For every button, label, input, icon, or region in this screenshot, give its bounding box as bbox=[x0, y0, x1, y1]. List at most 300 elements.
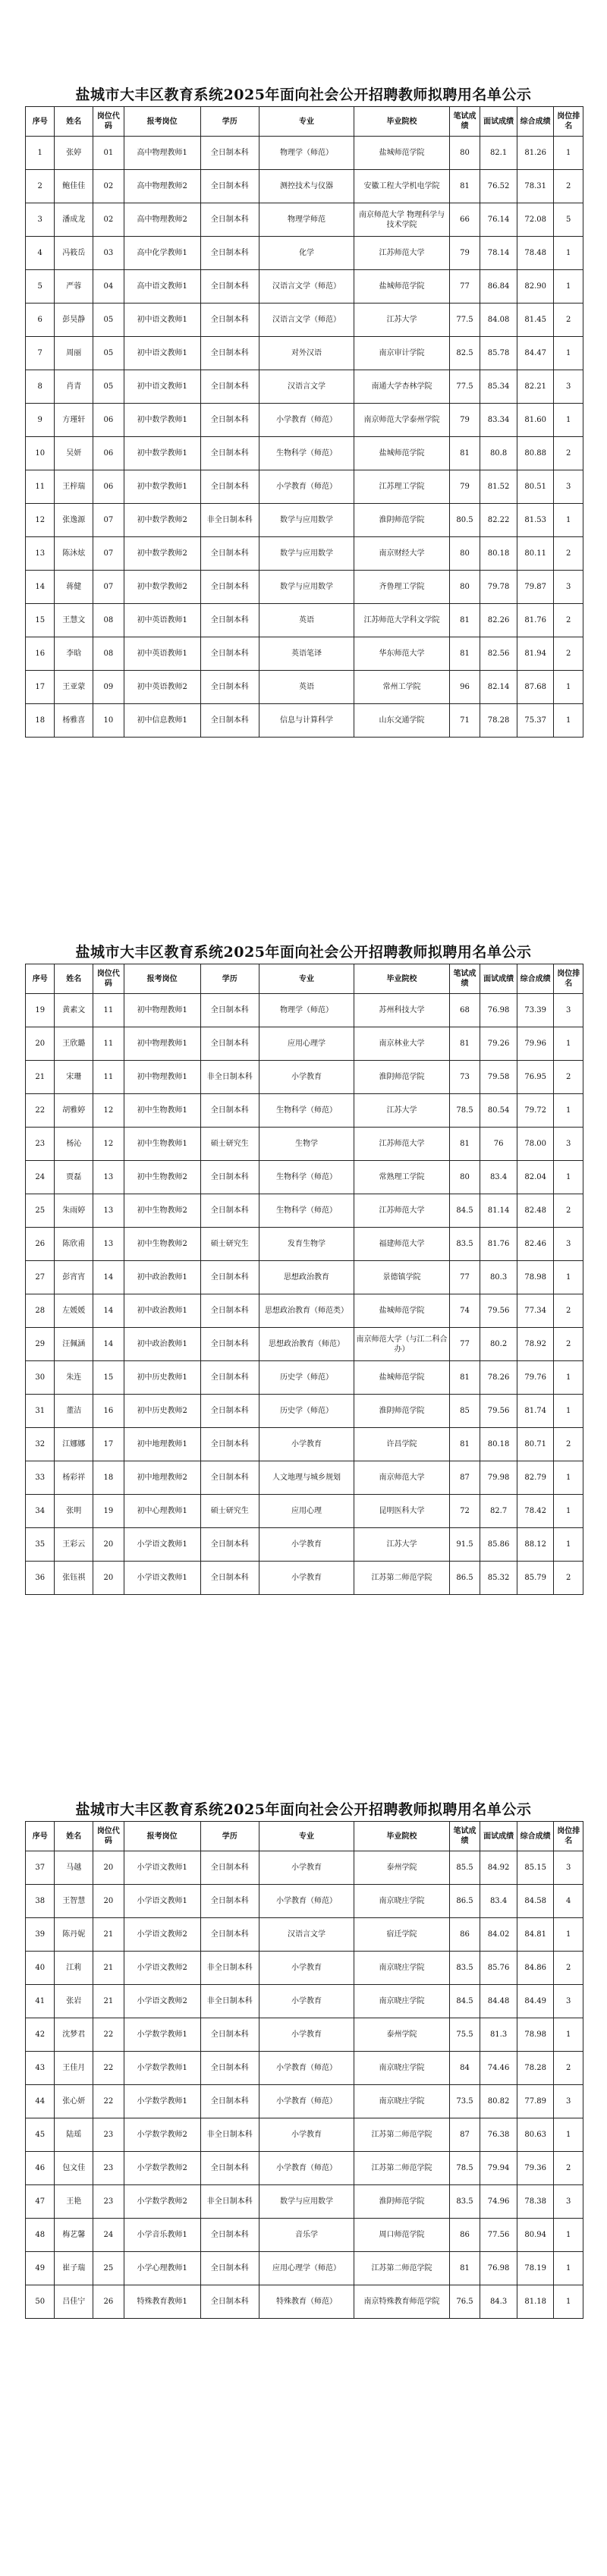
cell-written: 81 bbox=[449, 1027, 480, 1061]
cell-rank: 2 bbox=[554, 304, 583, 337]
cell-major: 发育生物学 bbox=[259, 1228, 354, 1261]
cell-major: 小学教育（师范） bbox=[259, 1885, 354, 1918]
cell-rank: 2 bbox=[554, 1061, 583, 1094]
cell-major: 测控技术与仪器 bbox=[259, 170, 354, 203]
cell-education: 全日制本科 bbox=[200, 2219, 259, 2252]
cell-school: 江苏大学 bbox=[354, 304, 450, 337]
cell-major: 人文地理与城乡规划 bbox=[259, 1461, 354, 1495]
cell-post: 初中生物教师2 bbox=[124, 1228, 200, 1261]
cell-seq: 20 bbox=[26, 1027, 55, 1061]
cell-seq: 13 bbox=[26, 537, 55, 571]
table-row bbox=[26, 1985, 583, 2018]
cell-post: 小学数学教师2 bbox=[124, 2185, 200, 2219]
cell-education: 全日制本科 bbox=[200, 2285, 259, 2319]
cell-education: 全日制本科 bbox=[200, 1562, 259, 1595]
cell-school: 盐城师范学院 bbox=[354, 270, 450, 304]
cell-interview: 78.28 bbox=[480, 704, 517, 738]
cell-rank: 5 bbox=[554, 203, 583, 237]
cell-education: 全日制本科 bbox=[200, 370, 259, 404]
cell-seq: 36 bbox=[26, 1562, 55, 1595]
cell-total: 80.11 bbox=[517, 537, 554, 571]
cell-major: 应用心理学 bbox=[259, 1027, 354, 1061]
table-row bbox=[26, 1161, 583, 1194]
header-total: 综合成绩 bbox=[517, 964, 554, 994]
cell-post-code: 14 bbox=[93, 1261, 124, 1294]
cell-rank: 3 bbox=[554, 470, 583, 504]
header-written: 笔试成绩 bbox=[449, 1822, 480, 1851]
cell-rank: 2 bbox=[554, 2152, 583, 2185]
table-row bbox=[26, 571, 583, 604]
cell-post: 小学数学教师1 bbox=[124, 2085, 200, 2118]
table-row bbox=[26, 2085, 583, 2118]
cell-post: 初中生物教师1 bbox=[124, 1094, 200, 1128]
cell-written: 73 bbox=[449, 1061, 480, 1094]
cell-post-code: 20 bbox=[93, 1851, 124, 1885]
cell-written: 79 bbox=[449, 470, 480, 504]
cell-rank: 2 bbox=[554, 437, 583, 470]
cell-interview: 84.92 bbox=[480, 1851, 517, 1885]
cell-seq: 38 bbox=[26, 1885, 55, 1918]
cell-interview: 82.1 bbox=[480, 137, 517, 170]
cell-rank: 3 bbox=[554, 1128, 583, 1161]
cell-seq: 3 bbox=[26, 203, 55, 237]
cell-interview: 81.3 bbox=[480, 2018, 517, 2052]
cell-post: 初中生物教师1 bbox=[124, 1128, 200, 1161]
table-row bbox=[26, 1261, 583, 1294]
cell-total: 80.94 bbox=[517, 2219, 554, 2252]
cell-written: 82.5 bbox=[449, 337, 480, 370]
cell-total: 79.87 bbox=[517, 571, 554, 604]
cell-written: 80.5 bbox=[449, 504, 480, 537]
cell-school: 江苏理工学院 bbox=[354, 470, 450, 504]
cell-post-code: 07 bbox=[93, 571, 124, 604]
cell-interview: 82.22 bbox=[480, 504, 517, 537]
cell-seq: 9 bbox=[26, 404, 55, 437]
cell-post: 初中英语教师1 bbox=[124, 637, 200, 671]
cell-education: 非全日制本科 bbox=[200, 1061, 259, 1094]
cell-school: 常州工学院 bbox=[354, 671, 450, 704]
cell-rank: 2 bbox=[554, 1952, 583, 1985]
table-row bbox=[26, 2052, 583, 2085]
cell-name: 肖青 bbox=[55, 370, 93, 404]
cell-post-code: 10 bbox=[93, 704, 124, 738]
cell-name: 吴妍 bbox=[55, 437, 93, 470]
cell-written: 84.5 bbox=[449, 1194, 480, 1228]
cell-total: 81.53 bbox=[517, 504, 554, 537]
cell-school: 福建师范大学 bbox=[354, 1228, 450, 1261]
table-row bbox=[26, 1061, 583, 1094]
cell-school: 许昌学院 bbox=[354, 1428, 450, 1461]
cell-written: 72 bbox=[449, 1495, 480, 1528]
cell-school: 南京晓庄学院 bbox=[354, 1952, 450, 1985]
cell-name: 贾磊 bbox=[55, 1161, 93, 1194]
cell-interview: 74.96 bbox=[480, 2185, 517, 2219]
table-row bbox=[26, 504, 583, 537]
cell-education: 全日制本科 bbox=[200, 2052, 259, 2085]
cell-education: 硕士研究生 bbox=[200, 1495, 259, 1528]
cell-education: 全日制本科 bbox=[200, 537, 259, 571]
cell-major: 小学教育（师范） bbox=[259, 2152, 354, 2185]
cell-rank: 1 bbox=[554, 1261, 583, 1294]
cell-total: 78.42 bbox=[517, 1495, 554, 1528]
cell-seq: 50 bbox=[26, 2285, 55, 2319]
cell-education: 全日制本科 bbox=[200, 304, 259, 337]
cell-rank: 3 bbox=[554, 370, 583, 404]
cell-post-code: 18 bbox=[93, 1461, 124, 1495]
cell-rank: 1 bbox=[554, 404, 583, 437]
table-row bbox=[26, 2285, 583, 2319]
cell-name: 王彩云 bbox=[55, 1528, 93, 1562]
cell-education: 全日制本科 bbox=[200, 2152, 259, 2185]
cell-post-code: 21 bbox=[93, 1952, 124, 1985]
cell-written: 79 bbox=[449, 404, 480, 437]
cell-total: 78.48 bbox=[517, 237, 554, 270]
cell-total: 84.47 bbox=[517, 337, 554, 370]
cell-written: 80 bbox=[449, 537, 480, 571]
cell-rank: 1 bbox=[554, 1161, 583, 1194]
table-row bbox=[26, 537, 583, 571]
cell-total: 79.76 bbox=[517, 1361, 554, 1395]
cell-seq: 19 bbox=[26, 994, 55, 1027]
cell-interview: 77.56 bbox=[480, 2219, 517, 2252]
cell-seq: 12 bbox=[26, 504, 55, 537]
cell-post: 初中英语教师1 bbox=[124, 604, 200, 637]
cell-major: 物理学（师范） bbox=[259, 137, 354, 170]
table-row bbox=[26, 1428, 583, 1461]
cell-total: 72.08 bbox=[517, 203, 554, 237]
cell-name: 朱雨婷 bbox=[55, 1194, 93, 1228]
cell-post-code: 04 bbox=[93, 270, 124, 304]
cell-interview: 79.58 bbox=[480, 1061, 517, 1094]
cell-name: 张岩 bbox=[55, 1985, 93, 2018]
cell-written: 73.5 bbox=[449, 2085, 480, 2118]
cell-name: 杨沁 bbox=[55, 1128, 93, 1161]
cell-interview: 79.56 bbox=[480, 1294, 517, 1328]
header-school: 毕业院校 bbox=[354, 1822, 450, 1851]
cell-school: 盐城师范学院 bbox=[354, 437, 450, 470]
cell-name: 杨雅喜 bbox=[55, 704, 93, 738]
cell-education: 非全日制本科 bbox=[200, 1985, 259, 2018]
cell-written: 87 bbox=[449, 1461, 480, 1495]
results-table bbox=[25, 964, 583, 1595]
cell-name: 陆瑶 bbox=[55, 2118, 93, 2152]
cell-major: 小学教育 bbox=[259, 1985, 354, 2018]
cell-school: 淮阴师范学院 bbox=[354, 1395, 450, 1428]
cell-education: 全日制本科 bbox=[200, 337, 259, 370]
cell-name: 宋珊 bbox=[55, 1061, 93, 1094]
cell-post: 高中物理教师1 bbox=[124, 137, 200, 170]
header-interview: 面试成绩 bbox=[480, 107, 517, 137]
cell-major: 小学教育（师范） bbox=[259, 404, 354, 437]
cell-written: 80 bbox=[449, 571, 480, 604]
cell-rank: 1 bbox=[554, 2219, 583, 2252]
cell-seq: 32 bbox=[26, 1428, 55, 1461]
cell-total: 81.76 bbox=[517, 604, 554, 637]
cell-written: 81 bbox=[449, 637, 480, 671]
cell-major: 特殊教育（师范） bbox=[259, 2285, 354, 2319]
page-title: 盐城市大丰区教育系统2025年面向社会公开招聘教师拟聘用名单公示 bbox=[75, 944, 532, 961]
cell-name: 胡雅婷 bbox=[55, 1094, 93, 1128]
cell-post: 小学语文教师1 bbox=[124, 1885, 200, 1918]
cell-seq: 18 bbox=[26, 704, 55, 738]
cell-post-code: 09 bbox=[93, 671, 124, 704]
cell-seq: 49 bbox=[26, 2252, 55, 2285]
cell-seq: 21 bbox=[26, 1061, 55, 1094]
cell-school: 南京晓庄学院 bbox=[354, 1885, 450, 1918]
header-seq: 序号 bbox=[26, 1822, 55, 1851]
cell-post-code: 02 bbox=[93, 170, 124, 203]
cell-post-code: 23 bbox=[93, 2185, 124, 2219]
cell-post-code: 16 bbox=[93, 1395, 124, 1428]
cell-school: 南京财经大学 bbox=[354, 537, 450, 571]
cell-interview: 83.34 bbox=[480, 404, 517, 437]
cell-total: 82.46 bbox=[517, 1228, 554, 1261]
cell-post-code: 22 bbox=[93, 2085, 124, 2118]
cell-seq: 37 bbox=[26, 1851, 55, 1885]
header-interview: 面试成绩 bbox=[480, 1822, 517, 1851]
table-row bbox=[26, 1128, 583, 1161]
cell-written: 80 bbox=[449, 137, 480, 170]
cell-name: 潘成龙 bbox=[55, 203, 93, 237]
cell-total: 81.74 bbox=[517, 1395, 554, 1428]
cell-post: 初中数学教师1 bbox=[124, 404, 200, 437]
cell-interview: 76.98 bbox=[480, 2252, 517, 2285]
table-row bbox=[26, 2185, 583, 2219]
cell-post-code: 11 bbox=[93, 1061, 124, 1094]
cell-post-code: 22 bbox=[93, 2018, 124, 2052]
cell-name: 李晗 bbox=[55, 637, 93, 671]
cell-post-code: 25 bbox=[93, 2252, 124, 2285]
results-table bbox=[25, 106, 583, 738]
cell-interview: 76.52 bbox=[480, 170, 517, 203]
cell-major: 小学教育 bbox=[259, 1061, 354, 1094]
cell-school: 盐城师范学院 bbox=[354, 1294, 450, 1328]
cell-interview: 81.52 bbox=[480, 470, 517, 504]
cell-written: 84.5 bbox=[449, 1985, 480, 2018]
cell-rank: 3 bbox=[554, 1985, 583, 2018]
cell-post-code: 14 bbox=[93, 1294, 124, 1328]
cell-name: 冯筱岳 bbox=[55, 237, 93, 270]
cell-education: 非全日制本科 bbox=[200, 2185, 259, 2219]
cell-total: 87.68 bbox=[517, 671, 554, 704]
cell-school: 安徽工程大学机电学院 bbox=[354, 170, 450, 203]
cell-school: 南京师范大学 bbox=[354, 1461, 450, 1495]
results-table bbox=[25, 1821, 583, 2319]
cell-post-code: 19 bbox=[93, 1495, 124, 1528]
cell-post-code: 12 bbox=[93, 1094, 124, 1128]
cell-interview: 83.4 bbox=[480, 1885, 517, 1918]
cell-total: 73.39 bbox=[517, 994, 554, 1027]
cell-total: 78.28 bbox=[517, 2052, 554, 2085]
cell-written: 81 bbox=[449, 2252, 480, 2285]
cell-written: 81 bbox=[449, 1361, 480, 1395]
cell-rank: 2 bbox=[554, 1328, 583, 1361]
cell-interview: 84.02 bbox=[480, 1918, 517, 1952]
cell-rank: 1 bbox=[554, 1094, 583, 1128]
cell-post: 高中物理教师2 bbox=[124, 203, 200, 237]
cell-name: 王欣璐 bbox=[55, 1027, 93, 1061]
cell-name: 彭宵宵 bbox=[55, 1261, 93, 1294]
cell-interview: 78.26 bbox=[480, 1361, 517, 1395]
cell-seq: 35 bbox=[26, 1528, 55, 1562]
cell-name: 蒋健 bbox=[55, 571, 93, 604]
table-row bbox=[26, 1528, 583, 1562]
cell-written: 84 bbox=[449, 2052, 480, 2085]
cell-post: 高中语文教师1 bbox=[124, 270, 200, 304]
table-row bbox=[26, 1194, 583, 1228]
cell-written: 83.5 bbox=[449, 1952, 480, 1985]
header-post-code: 岗位代码 bbox=[93, 964, 124, 994]
cell-total: 78.98 bbox=[517, 2018, 554, 2052]
cell-seq: 41 bbox=[26, 1985, 55, 2018]
cell-education: 全日制本科 bbox=[200, 1428, 259, 1461]
cell-name: 周丽 bbox=[55, 337, 93, 370]
cell-name: 王慧文 bbox=[55, 604, 93, 637]
cell-name: 崔子瑞 bbox=[55, 2252, 93, 2285]
cell-education: 全日制本科 bbox=[200, 2085, 259, 2118]
table-row bbox=[26, 304, 583, 337]
cell-major: 物理学（师范） bbox=[259, 994, 354, 1027]
cell-total: 84.49 bbox=[517, 1985, 554, 2018]
cell-name: 张逸源 bbox=[55, 504, 93, 537]
cell-school: 江苏第二师范学院 bbox=[354, 2252, 450, 2285]
cell-seq: 5 bbox=[26, 270, 55, 304]
cell-rank: 2 bbox=[554, 1194, 583, 1228]
cell-school: 景德镇学院 bbox=[354, 1261, 450, 1294]
cell-education: 全日制本科 bbox=[200, 1294, 259, 1328]
table-row bbox=[26, 1027, 583, 1061]
cell-education: 全日制本科 bbox=[200, 637, 259, 671]
cell-total: 82.90 bbox=[517, 270, 554, 304]
cell-total: 78.00 bbox=[517, 1128, 554, 1161]
cell-education: 非全日制本科 bbox=[200, 504, 259, 537]
cell-seq: 31 bbox=[26, 1395, 55, 1428]
cell-education: 全日制本科 bbox=[200, 237, 259, 270]
cell-post: 初中政治教师1 bbox=[124, 1294, 200, 1328]
cell-interview: 76.98 bbox=[480, 994, 517, 1027]
cell-school: 江苏师范大学科文学院 bbox=[354, 604, 450, 637]
header-major: 专业 bbox=[259, 964, 354, 994]
cell-seq: 39 bbox=[26, 1918, 55, 1952]
cell-written: 68 bbox=[449, 994, 480, 1027]
cell-written: 75.5 bbox=[449, 2018, 480, 2052]
cell-seq: 30 bbox=[26, 1361, 55, 1395]
cell-total: 79.36 bbox=[517, 2152, 554, 2185]
header-major: 专业 bbox=[259, 107, 354, 137]
cell-major: 小学教育 bbox=[259, 2118, 354, 2152]
cell-name: 梅艺馨 bbox=[55, 2219, 93, 2252]
cell-rank: 2 bbox=[554, 1294, 583, 1328]
cell-education: 硕士研究生 bbox=[200, 1128, 259, 1161]
cell-interview: 85.78 bbox=[480, 337, 517, 370]
header-education: 学历 bbox=[200, 107, 259, 137]
cell-written: 78.5 bbox=[449, 1094, 480, 1128]
cell-total: 79.72 bbox=[517, 1094, 554, 1128]
cell-major: 小学教育 bbox=[259, 2018, 354, 2052]
cell-interview: 85.32 bbox=[480, 1562, 517, 1595]
cell-education: 全日制本科 bbox=[200, 437, 259, 470]
cell-written: 79 bbox=[449, 237, 480, 270]
cell-post: 初中物理教师1 bbox=[124, 994, 200, 1027]
cell-seq: 48 bbox=[26, 2219, 55, 2252]
cell-major: 英语笔译 bbox=[259, 637, 354, 671]
cell-written: 87 bbox=[449, 2118, 480, 2152]
cell-post-code: 15 bbox=[93, 1361, 124, 1395]
cell-education: 全日制本科 bbox=[200, 2018, 259, 2052]
cell-name: 董洁 bbox=[55, 1395, 93, 1428]
cell-major: 对外汉语 bbox=[259, 337, 354, 370]
cell-post-code: 17 bbox=[93, 1428, 124, 1461]
cell-total: 78.19 bbox=[517, 2252, 554, 2285]
cell-major: 思想政治教育 bbox=[259, 1261, 354, 1294]
cell-school: 南京师范大学泰州学院 bbox=[354, 404, 450, 437]
header-interview: 面试成绩 bbox=[480, 964, 517, 994]
cell-major: 小学教育（师范） bbox=[259, 2052, 354, 2085]
cell-post: 初中信息教师1 bbox=[124, 704, 200, 738]
header-school: 毕业院校 bbox=[354, 964, 450, 994]
table-row bbox=[26, 2118, 583, 2152]
cell-written: 81 bbox=[449, 604, 480, 637]
cell-post: 初中历史教师1 bbox=[124, 1361, 200, 1395]
cell-post: 初中数学教师1 bbox=[124, 470, 200, 504]
cell-name: 方瑾轩 bbox=[55, 404, 93, 437]
table-row bbox=[26, 1395, 583, 1428]
cell-rank: 2 bbox=[554, 537, 583, 571]
cell-interview: 76.38 bbox=[480, 2118, 517, 2152]
cell-seq: 23 bbox=[26, 1128, 55, 1161]
cell-post: 小学语文教师2 bbox=[124, 1952, 200, 1985]
cell-seq: 22 bbox=[26, 1094, 55, 1128]
cell-post: 小学数学教师2 bbox=[124, 2118, 200, 2152]
cell-post: 小学语文教师1 bbox=[124, 1851, 200, 1885]
cell-education: 全日制本科 bbox=[200, 671, 259, 704]
cell-interview: 79.78 bbox=[480, 571, 517, 604]
header-rank: 岗位排名 bbox=[554, 1822, 583, 1851]
cell-post: 小学音乐教师1 bbox=[124, 2219, 200, 2252]
cell-education: 全日制本科 bbox=[200, 1528, 259, 1562]
table-row bbox=[26, 1918, 583, 1952]
cell-total: 78.38 bbox=[517, 2185, 554, 2219]
cell-major: 历史学（师范） bbox=[259, 1395, 354, 1428]
header-seq: 序号 bbox=[26, 107, 55, 137]
cell-total: 81.60 bbox=[517, 404, 554, 437]
cell-major: 信息与计算科学 bbox=[259, 704, 354, 738]
cell-name: 沈梦君 bbox=[55, 2018, 93, 2052]
cell-major: 小学教育（师范） bbox=[259, 470, 354, 504]
cell-rank: 1 bbox=[554, 1918, 583, 1952]
header-major: 专业 bbox=[259, 1822, 354, 1851]
cell-written: 77.5 bbox=[449, 304, 480, 337]
cell-name: 黄素文 bbox=[55, 994, 93, 1027]
cell-name: 陈丹妮 bbox=[55, 1918, 93, 1952]
cell-post-code: 20 bbox=[93, 1562, 124, 1595]
cell-total: 81.94 bbox=[517, 637, 554, 671]
cell-school: 南通大学杏林学院 bbox=[354, 370, 450, 404]
cell-seq: 46 bbox=[26, 2152, 55, 2185]
cell-post: 小学数学教师1 bbox=[124, 2052, 200, 2085]
cell-rank: 1 bbox=[554, 1528, 583, 1562]
cell-school: 苏州科技大学 bbox=[354, 994, 450, 1027]
cell-total: 82.48 bbox=[517, 1194, 554, 1228]
table-row bbox=[26, 1885, 583, 1918]
cell-post: 小学数学教师1 bbox=[124, 2018, 200, 2052]
cell-education: 全日制本科 bbox=[200, 170, 259, 203]
cell-post: 高中化学教师1 bbox=[124, 237, 200, 270]
cell-education: 全日制本科 bbox=[200, 1027, 259, 1061]
header-post-code: 岗位代码 bbox=[93, 1822, 124, 1851]
cell-education: 全日制本科 bbox=[200, 470, 259, 504]
cell-interview: 86.84 bbox=[480, 270, 517, 304]
